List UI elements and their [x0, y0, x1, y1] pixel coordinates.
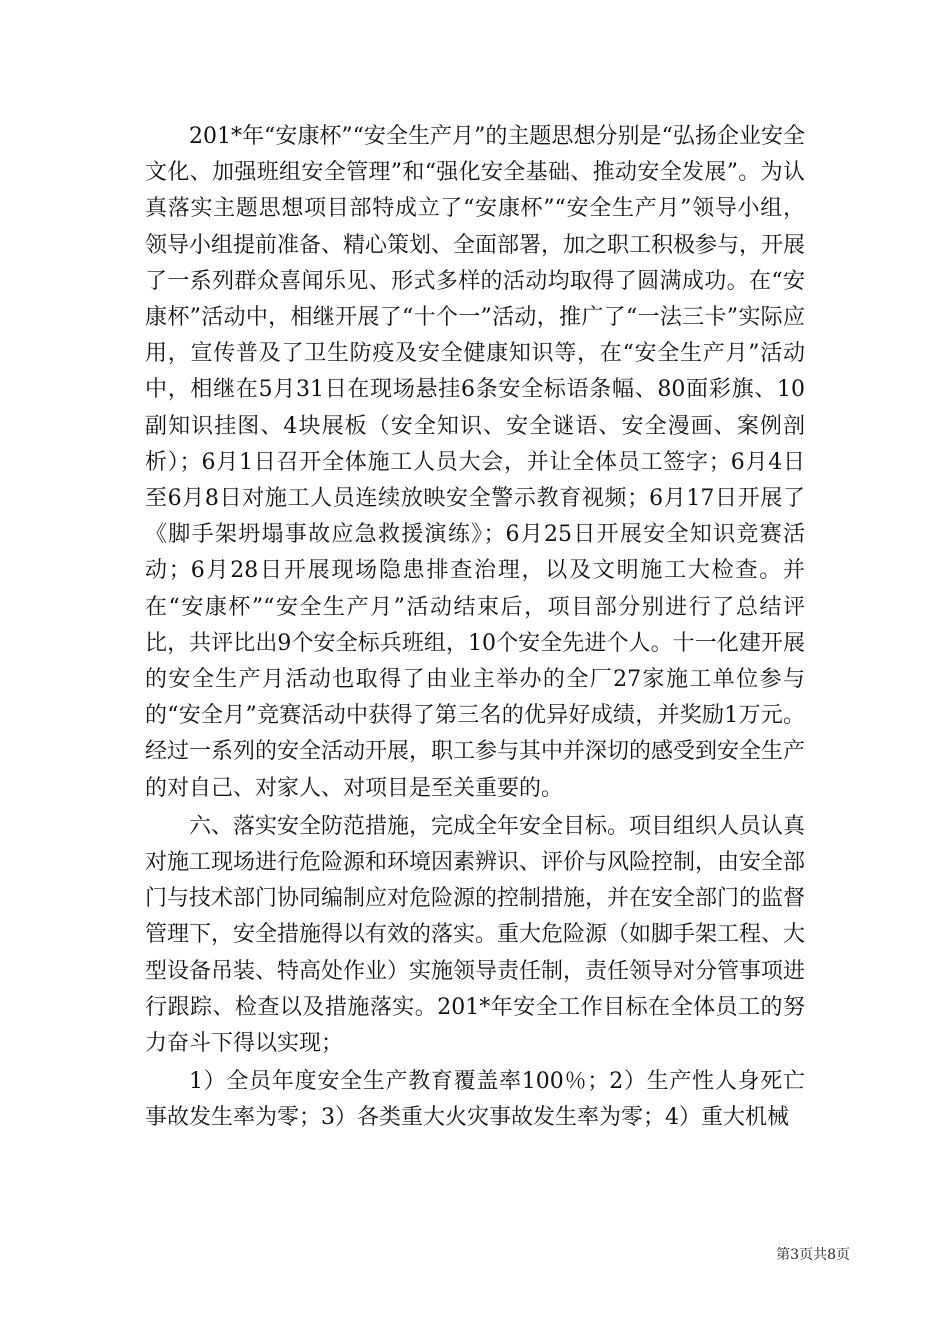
paragraph-safety-targets-list: 1）全员年度安全生产教育覆盖率100％；2）生产性人身死亡事故发生率为零；3）各类重大火灾事故发生率为零；4）重大机械: [145, 1069, 805, 1131]
paragraph-section-six-safety-measures: 六、落实安全防范措施，完成全年安全目标。项目组织人员认真对施工现场进行危险源和环境因素辨识、评价与风险控制，由安全部门与技术部门协同编制应对危险源的控制措施，并在安全部门的监督管理下，安全措施得以有效的落实。重大危险源（如脚手架工程、大型设备吊装、特高处作业）实施领导责任制，责任领导对分管事项进行跟踪、检查以及措施落实。201*年安全工作目标在全体员工的努力奋斗下得以实现；: [145, 813, 806, 1057]
paragraph-safety-month-activities: 201*年“安康杯”“安全生产月”的主题思想分别是“弘扬企业安全文化、加强班组安全管理”和“强化安全基础、推动安全发展”。为认真落实主题思想项目部特成立了“安康杯”“安全生产月”领导小组，领导小组提前准备、精心策划、全面部署，加之职工积极参与，开展了一系列群众喜闻乐见、形式多样的活动均取得了圆满成功。在“安康杯”活动中，相继开展了“十个一”活动，推广了“一法三卡”实际应用，宣传普及了卫生防疫及安全健康知识等，在“安全生产月”活动中，相继在5月31日在现场悬挂6条安全标语条幅、80面彩旗、10副知识挂图、4块展板（安全知识、安全谜语、安全漫画、案例剖析）；6月1日召开全体施工人员大会，并让全体员工签字；6月4日至6月8日对施工人员连续放映安全警示教育视频；6月17日开展了《脚手架坍塌事故应急救援演练》；6月25日开展安全知识竞赛活动；6月28日开展现场隐患排查治理，以及文明施工大检查。并在“安康杯”“安全生产月”活动结束后，项目部分别进行了总结评比，共评比出9个安全标兵班组，10个安全先进个人。十一化建开展的安全生产月活动也取得了由业主举办的全厂27家施工单位参与的“安全月”竞赛活动中获得了第三名的优异好成绩，并奖励1万元。经过一系列的安全活动开展，职工参与其中并深切的感受到安全生产的对自己、对家人、对项目是至关重要的。: [145, 124, 806, 801]
document-body: [145, 119, 805, 1137]
page-number: 第3页共8页: [776, 1247, 850, 1263]
